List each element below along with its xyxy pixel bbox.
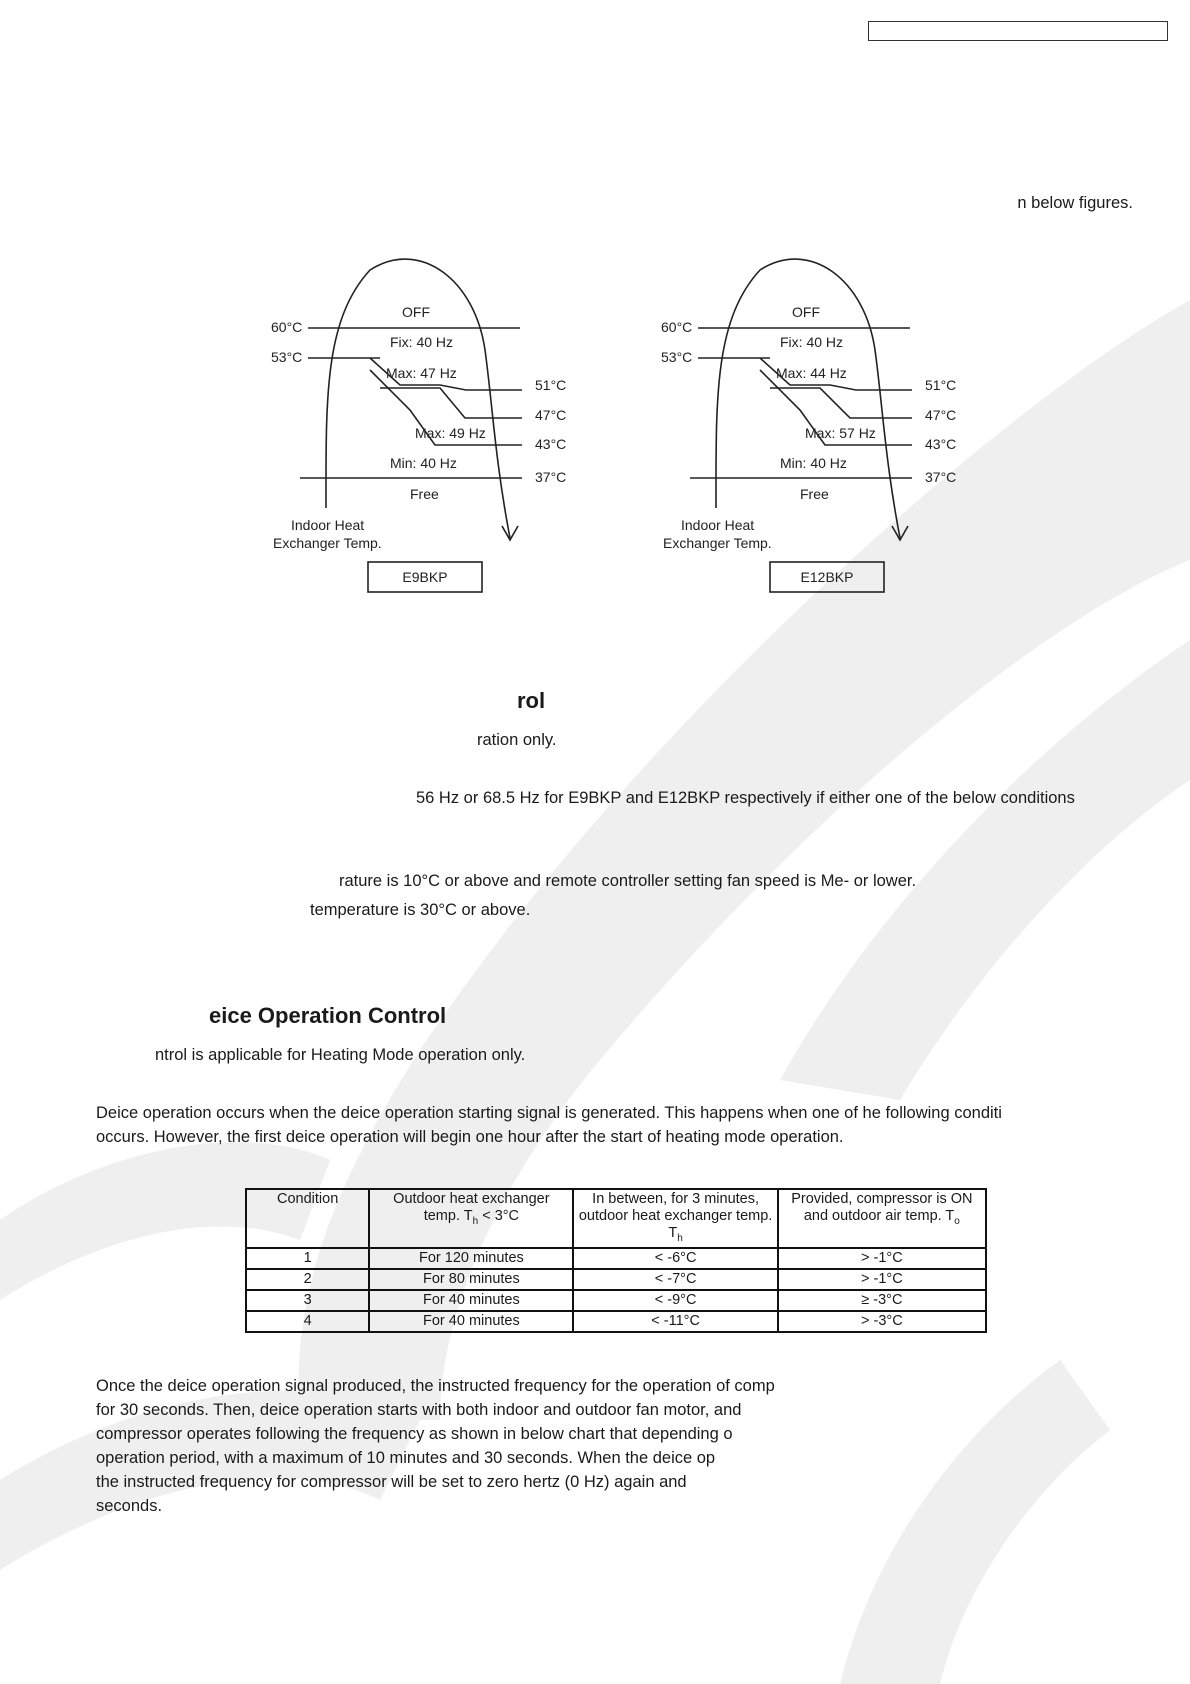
table-row	[246, 1248, 986, 1269]
temp-right-37: 37°C	[535, 469, 567, 485]
section1-line1: ration only.	[477, 731, 557, 749]
table-row	[246, 1290, 986, 1311]
header-between-3-min: In between, for 3 minutes, outdoor heat exchanger temp. $T_h$	[573, 1189, 777, 1248]
free-label: Free	[410, 486, 439, 502]
temp-left-60: 60°C	[271, 319, 303, 335]
paragraph-line: compressor operates following the frequency as shown in below chart that depending o	[96, 1425, 733, 1443]
fix-label: Fix: 40 Hz	[390, 334, 454, 350]
free-label: Free	[800, 486, 829, 502]
temp-left-60: 60°C	[661, 319, 693, 335]
paragraph-line: Once the deice operation signal produced, the instructed frequency for the operation of comp	[96, 1377, 775, 1395]
cell-hx-temp: < -7°C	[573, 1269, 777, 1290]
temp-left-53: 53°C	[271, 349, 303, 365]
cell-duration: For 40 minutes	[369, 1311, 573, 1332]
paragraph-line: for 30 seconds. Then, deice operation starts with both indoor and outdoor fan motor, and	[96, 1401, 742, 1419]
table-header-row	[246, 1189, 986, 1248]
cell-duration: For 80 minutes	[369, 1269, 573, 1290]
section2-heading: eice Operation Control	[209, 1003, 447, 1028]
cell-hx-temp: < -6°C	[573, 1248, 777, 1269]
cell-hx-temp: < -11°C	[573, 1311, 777, 1332]
section1-heading: rol	[517, 688, 546, 713]
max-lower-label: Max: 49 Hz	[415, 425, 486, 441]
model-label: E12BKP	[800, 569, 854, 585]
header-condition: Condition	[246, 1189, 369, 1248]
cell-duration: For 40 minutes	[369, 1290, 573, 1311]
temp-right-37: 37°C	[925, 469, 957, 485]
header-outdoor-hx-temp: Outdoor heat exchanger temp. $T_h < 3^\circ C$	[369, 1189, 573, 1248]
fix-label: Fix: 40 Hz	[780, 334, 844, 350]
cell-condition: 4	[246, 1311, 369, 1332]
deice-sequence-paragraph	[96, 1374, 775, 1518]
figure-e12bkp	[650, 250, 970, 600]
temp-right-43: 43°C	[535, 436, 567, 452]
temp-right-51: 51°C	[925, 377, 957, 393]
min-label: Min: 40 Hz	[780, 455, 847, 471]
cell-duration: For 120 minutes	[369, 1248, 573, 1269]
intro-tail: n below figures.	[1017, 194, 1133, 212]
section1-line2: 56 Hz or 68.5 Hz for E9BKP and E12BKP respectively if either one of the below conditions	[416, 789, 1075, 807]
cell-air-temp: > -3°C	[778, 1311, 986, 1332]
table-row	[246, 1269, 986, 1290]
cell-condition: 2	[246, 1269, 369, 1290]
section2-para1-line1: Deice operation occurs when the deice operation starting signal is generated. This happens when one of he following conditi	[96, 1104, 1002, 1122]
max-upper-label: Max: 47 Hz	[386, 365, 457, 381]
section1-line4: temperature is 30°C or above.	[310, 901, 531, 919]
model-label: E9BKP	[402, 569, 448, 585]
cell-air-temp: > -1°C	[778, 1269, 986, 1290]
temp-left-53: 53°C	[661, 349, 693, 365]
off-label: OFF	[402, 304, 430, 320]
cell-condition: 3	[246, 1290, 369, 1311]
cell-hx-temp: < -9°C	[573, 1290, 777, 1311]
section1-line3: rature is 10°C or above and remote controller setting fan speed is Me- or lower.	[339, 872, 917, 890]
paragraph-line: the instructed frequency for compressor will be set to zero hertz (0 Hz) again and	[96, 1473, 687, 1491]
deice-conditions-table	[245, 1188, 987, 1333]
axis-label-line1: Indoor Heat	[681, 517, 755, 533]
cell-air-temp: > -1°C	[778, 1248, 986, 1269]
temp-right-51: 51°C	[535, 377, 567, 393]
header-box	[868, 21, 1168, 41]
temp-right-47: 47°C	[925, 407, 957, 423]
temp-right-47: 47°C	[535, 407, 567, 423]
table-row	[246, 1311, 986, 1332]
axis-label-line2: Exchanger Temp.	[273, 535, 382, 551]
temp-right-43: 43°C	[925, 436, 957, 452]
cell-condition: 1	[246, 1248, 369, 1269]
cell-air-temp: ≥ -3°C	[778, 1290, 986, 1311]
paragraph-line: operation period, with a maximum of 10 minutes and 30 seconds. When the deice op	[96, 1449, 716, 1467]
min-label: Min: 40 Hz	[390, 455, 457, 471]
max-lower-label: Max: 57 Hz	[805, 425, 876, 441]
section2-line1: ntrol is applicable for Heating Mode operation only.	[155, 1046, 526, 1064]
header-outdoor-air-temp: Provided, compressor is ON and outdoor air temp. $T_o$	[778, 1189, 986, 1248]
figure-e9bkp	[260, 250, 580, 600]
off-label: OFF	[792, 304, 820, 320]
section2-para1-line2: occurs. However, the first deice operation will begin one hour after the start of heating mode operation.	[96, 1128, 844, 1146]
max-upper-label: Max: 44 Hz	[776, 365, 847, 381]
axis-label-line1: Indoor Heat	[291, 517, 365, 533]
paragraph-line: seconds.	[96, 1497, 163, 1515]
axis-label-line2: Exchanger Temp.	[663, 535, 772, 551]
